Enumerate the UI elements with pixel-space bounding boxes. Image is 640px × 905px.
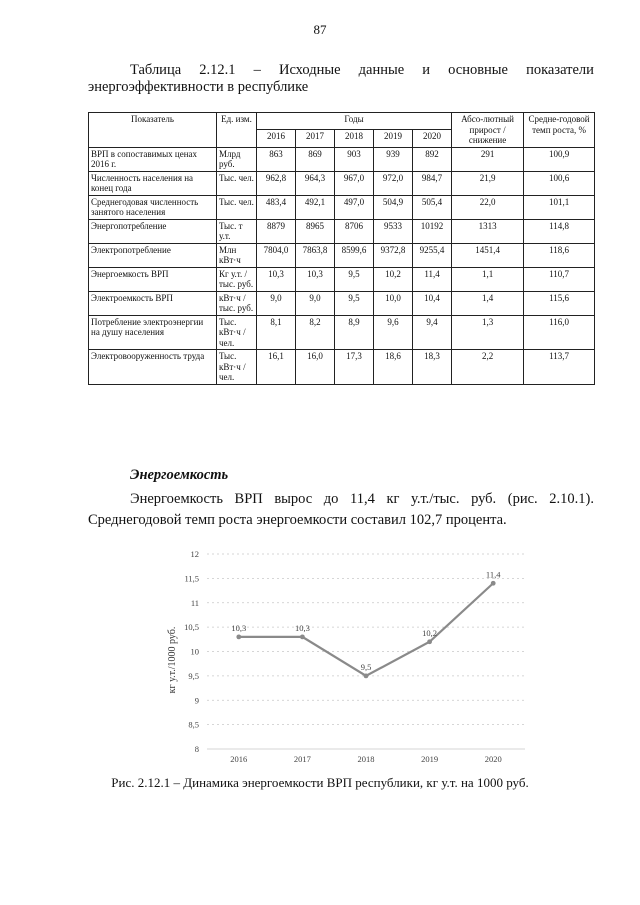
x-tick-label: 2016	[230, 754, 248, 764]
data-label: 10,2	[422, 627, 438, 638]
row-value-cell: 504,9	[374, 195, 413, 219]
paragraph-word: (рис.	[507, 491, 538, 507]
row-value-cell: 7863,8	[296, 243, 335, 267]
row-value-cell: 964,3	[296, 171, 335, 195]
caption-word: и	[422, 62, 431, 78]
row-avg-cell: 114,8	[524, 219, 595, 243]
row-value-cell: 869	[296, 147, 335, 171]
y-tick-label: 9	[194, 695, 199, 706]
row-indicator-cell: Электроемкость ВРП	[89, 291, 217, 315]
paragraph-word: вырос	[274, 491, 313, 507]
row-value-cell: 7804,0	[257, 243, 296, 267]
row-value-cell: 9,0	[296, 291, 335, 315]
row-value-cell: 16,1	[257, 350, 296, 385]
row-value-cell: 10192	[413, 219, 452, 243]
row-indicator-cell: Численность населения на конец года	[89, 171, 217, 195]
row-value-cell: 8,1	[257, 315, 296, 350]
figure-caption: Рис. 2.12.1 – Динамика энергоемкости ВРП республики, кг у.т. на 1000 руб.	[111, 775, 529, 790]
header-years: Годы	[257, 113, 452, 130]
caption-word: –	[253, 62, 261, 78]
row-value-cell: 9,4	[413, 315, 452, 350]
paragraph-word: кг	[386, 491, 400, 507]
row-value-cell: 18,6	[374, 350, 413, 385]
row-value-cell: 9,5	[335, 291, 374, 315]
row-abs-cell: 22,0	[452, 195, 524, 219]
row-value-cell: 903	[335, 147, 374, 171]
row-abs-cell: 1,1	[452, 267, 524, 291]
y-tick-label: 11	[190, 597, 199, 608]
row-indicator-cell: Среднегодовая численность занятого населения	[89, 195, 217, 219]
row-avg-cell: 101,1	[524, 195, 595, 219]
row-value-cell: 9255,4	[413, 243, 452, 267]
row-value-cell: 9,6	[374, 315, 413, 350]
row-value-cell: 9372,8	[374, 243, 413, 267]
energy-intensity-chart	[145, 545, 545, 770]
row-avg-cell: 100,9	[524, 147, 595, 171]
table-row	[89, 219, 595, 243]
header-abs-growth: Абсо-лютный прирост / снижение	[452, 113, 524, 148]
header-unit: Ед. изм.	[217, 113, 257, 148]
paragraph	[88, 489, 594, 531]
row-abs-cell: 2,2	[452, 350, 524, 385]
row-value-cell: 8,9	[335, 315, 374, 350]
row-value-cell: 8599,6	[335, 243, 374, 267]
row-value-cell: 505,4	[413, 195, 452, 219]
header-year: 2018	[335, 130, 374, 147]
table-row	[89, 171, 595, 195]
row-avg-cell: 113,7	[524, 350, 595, 385]
row-value-cell: 492,1	[296, 195, 335, 219]
row-unit-cell: Кг у.т. / тыс. руб.	[217, 267, 257, 291]
row-unit-cell: Млн кВт·ч	[217, 243, 257, 267]
row-unit-cell: кВт·ч / тыс. руб.	[217, 291, 257, 315]
caption-word: основные	[448, 62, 508, 78]
x-tick-label: 2017	[293, 754, 311, 764]
paragraph-word: 2.10.1).	[549, 491, 594, 507]
caption-word: показатели	[526, 62, 594, 78]
row-abs-cell: 1313	[452, 219, 524, 243]
page-number: 87	[313, 22, 327, 37]
y-tick-label: 9,5	[188, 670, 199, 681]
header-year: 2019	[374, 130, 413, 147]
row-indicator-cell: ВРП в сопоставимых ценах 2016 г.	[89, 147, 217, 171]
paragraph-word: Энергоемкость	[130, 491, 223, 507]
caption-word: 2.12.1	[199, 62, 236, 78]
row-value-cell: 8965	[296, 219, 335, 243]
table-row	[89, 267, 595, 291]
caption-word: данные	[358, 62, 405, 78]
row-indicator-cell: Электровооруженность труда	[89, 350, 217, 385]
row-unit-cell: Тыс. чел.	[217, 171, 257, 195]
row-value-cell: 9533	[374, 219, 413, 243]
caption-word: Исходные	[278, 62, 341, 78]
y-tick-label: 10,5	[184, 622, 199, 633]
row-indicator-cell: Энергоемкость ВРП	[89, 267, 217, 291]
row-unit-cell: Тыс. кВт·ч / чел.	[217, 350, 257, 385]
paragraph-word: у.т./тыс.	[411, 491, 460, 507]
row-value-cell: 18,3	[413, 350, 452, 385]
y-tick-labels	[184, 549, 199, 754]
row-value-cell: 10,4	[413, 291, 452, 315]
row-value-cell: 8879	[257, 219, 296, 243]
row-value-cell: 17,3	[335, 350, 374, 385]
row-abs-cell: 291	[452, 147, 524, 171]
row-value-cell: 863	[257, 147, 296, 171]
row-abs-cell: 1,3	[452, 315, 524, 350]
row-value-cell: 967,0	[335, 171, 374, 195]
data-label: 11,4	[485, 569, 501, 580]
row-unit-cell: Тыс. чел.	[217, 195, 257, 219]
section-title: Энергоемкость	[130, 467, 229, 483]
paragraph-word: до	[323, 491, 339, 507]
row-value-cell: 939	[374, 147, 413, 171]
row-indicator-cell: Энергопотребление	[89, 219, 217, 243]
x-tick-label: 2019	[421, 754, 439, 764]
y-tick-label: 8,5	[188, 719, 199, 730]
table-caption	[88, 62, 594, 96]
paragraph-line2: Среднегодовой темп роста энергоемкости составил 102,7 процента.	[88, 512, 507, 528]
row-value-cell: 984,7	[413, 171, 452, 195]
data-point	[491, 581, 496, 586]
data-label: 9,5	[360, 661, 372, 672]
row-value-cell: 9,0	[257, 291, 296, 315]
row-value-cell: 9,5	[335, 267, 374, 291]
header-year: 2020	[413, 130, 452, 147]
data-point	[427, 639, 432, 644]
indicators-table	[88, 112, 595, 385]
row-value-cell: 10,3	[296, 267, 335, 291]
table-row	[89, 291, 595, 315]
row-unit-cell: Тыс. кВт·ч / чел.	[217, 315, 257, 350]
y-tick-label: 8	[194, 744, 199, 754]
row-value-cell: 892	[413, 147, 452, 171]
row-value-cell: 8706	[335, 219, 374, 243]
row-value-cell: 972,0	[374, 171, 413, 195]
table-row	[89, 195, 595, 219]
row-value-cell: 483,4	[257, 195, 296, 219]
row-value-cell: 10,0	[374, 291, 413, 315]
data-label: 10,3	[231, 622, 247, 633]
paragraph-word: руб.	[471, 491, 497, 507]
row-unit-cell: Млрд руб.	[217, 147, 257, 171]
y-axis-label: кг у.т./1000 руб.	[167, 626, 178, 694]
row-abs-cell: 1451,4	[452, 243, 524, 267]
row-abs-cell: 21,9	[452, 171, 524, 195]
row-value-cell: 16,0	[296, 350, 335, 385]
data-point	[300, 634, 305, 639]
row-value-cell: 10,2	[374, 267, 413, 291]
data-point	[236, 634, 241, 639]
x-tick-label: 2018	[357, 754, 375, 764]
row-avg-cell: 115,6	[524, 291, 595, 315]
header-year: 2017	[296, 130, 335, 147]
data-labels	[231, 569, 501, 672]
row-value-cell: 8,2	[296, 315, 335, 350]
y-tick-label: 11,5	[184, 573, 199, 584]
table-row	[89, 315, 595, 350]
row-avg-cell: 116,0	[524, 315, 595, 350]
row-abs-cell: 1,4	[452, 291, 524, 315]
row-unit-cell: Тыс. т у.т.	[217, 219, 257, 243]
header-indicator: Показатель	[89, 113, 217, 148]
y-tick-label: 10	[190, 646, 199, 657]
data-point	[364, 673, 369, 678]
header-year: 2016	[257, 130, 296, 147]
chart-gridlines	[207, 554, 525, 749]
paragraph-word: ВРП	[234, 491, 263, 507]
row-avg-cell: 118,6	[524, 243, 595, 267]
table-row	[89, 147, 595, 171]
row-value-cell: 11,4	[413, 267, 452, 291]
caption-word: Таблица	[130, 62, 182, 78]
row-indicator-cell: Потребление электроэнергии на душу населения	[89, 315, 217, 350]
row-value-cell: 10,3	[257, 267, 296, 291]
table-caption-line2: энергоэффективности в республике	[88, 79, 309, 95]
paragraph-word: 11,4	[350, 491, 375, 507]
paragraph-line1	[88, 489, 594, 510]
header-avg-growth: Средне-годовой темп роста, %	[524, 113, 595, 148]
table-row	[89, 243, 595, 267]
row-avg-cell: 110,7	[524, 267, 595, 291]
x-tick-label: 2020	[484, 754, 502, 764]
row-avg-cell: 100,6	[524, 171, 595, 195]
y-tick-label: 12	[190, 549, 199, 559]
table-row	[89, 350, 595, 385]
row-indicator-cell: Электропотребление	[89, 243, 217, 267]
data-label: 10,3	[294, 622, 310, 633]
row-value-cell: 962,8	[257, 171, 296, 195]
table-caption-line1	[88, 62, 594, 79]
row-value-cell: 497,0	[335, 195, 374, 219]
x-tick-labels	[230, 754, 501, 764]
